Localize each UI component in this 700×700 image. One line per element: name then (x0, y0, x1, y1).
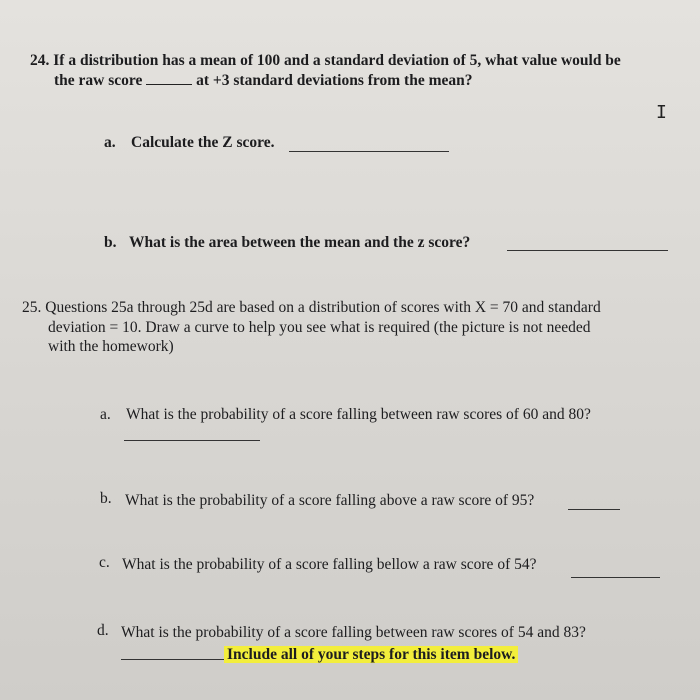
q24a-text: Calculate the Z score. (131, 134, 275, 151)
q25c-answer-line[interactable] (571, 577, 660, 578)
q25b-answer-line[interactable] (568, 509, 620, 510)
q24b-text: What is the area between the mean and the z score? (129, 234, 471, 251)
q24-line2-end: at +3 standard deviations from the mean? (196, 72, 473, 89)
q24a-answer-line[interactable] (289, 151, 449, 152)
q25a-text: What is the probability of a score falling between raw scores of 60 and 80? (126, 406, 591, 423)
q25c-marker: c. (99, 554, 110, 571)
q24-raw-score-blank[interactable] (146, 70, 192, 85)
text-cursor-icon: I (656, 102, 667, 123)
q25c-text: What is the probability of a score falling bellow a raw score of 54? (122, 556, 537, 573)
q25a-answer-line[interactable] (124, 440, 260, 441)
q24a-marker: a. (104, 134, 116, 151)
q25b-marker: b. (100, 490, 112, 507)
q25d-answer-line[interactable] (121, 659, 225, 660)
q25d-instruction-highlight: Include all of your steps for this item below. (224, 646, 518, 663)
q24-line1: 24. If a distribution has a mean of 100 and a standard deviation of 5, what value would be (30, 52, 621, 69)
q25a-marker: a. (100, 406, 111, 423)
q25b-text: What is the probability of a score falling above a raw score of 95? (125, 492, 535, 509)
q25-line1: 25. Questions 25a through 25d are based on a distribution of scores with X = 70 and standard (22, 299, 601, 316)
q25d-marker: d. (97, 622, 109, 639)
q24-line2 (54, 70, 473, 91)
q25-line2: deviation = 10. Draw a curve to help you see what is required (the picture is not needed (48, 319, 591, 336)
q25d-instruction (224, 645, 518, 665)
q25-line3: with the homework) (48, 338, 174, 355)
q25d-text: What is the probability of a score falling between raw scores of 54 and 83? (121, 624, 586, 641)
q24b-marker: b. (104, 234, 117, 251)
q24b-answer-line[interactable] (507, 250, 668, 251)
q24-line2-start: the raw score (54, 72, 143, 89)
